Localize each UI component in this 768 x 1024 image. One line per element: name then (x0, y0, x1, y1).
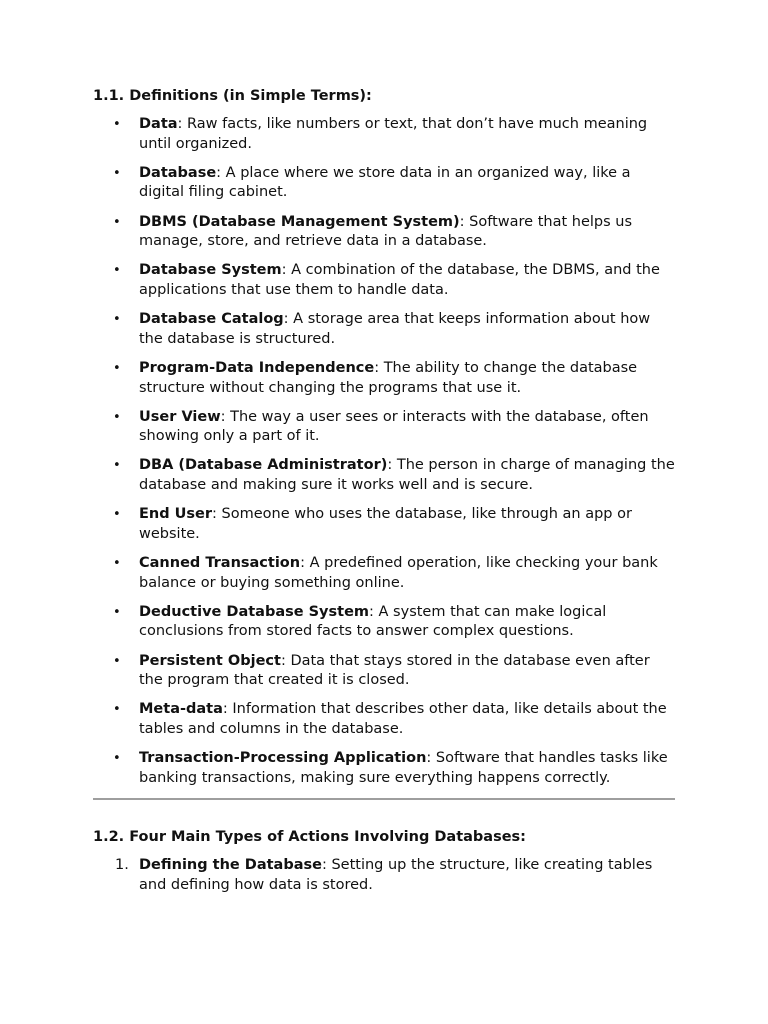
bullet-icon: • (113, 312, 121, 328)
definition-text: : The way a user sees or interacts with the database, often showing only a part of it. (139, 408, 649, 445)
definition-term: Database (139, 164, 217, 181)
bullet-icon: • (113, 409, 121, 425)
definition-term: Transaction-Processing Application (139, 750, 427, 767)
bullet-icon: • (113, 165, 121, 181)
definition-term: DBA (Database Administrator) (139, 457, 388, 474)
definition-item (93, 115, 678, 154)
definition-term: User View (139, 408, 221, 425)
definition-item (93, 359, 678, 398)
definition-item (93, 456, 678, 495)
definition-item (93, 505, 678, 544)
definition-text: : A system that can make logical conclusions from stored facts to answer complex questions. (139, 603, 607, 640)
bullet-icon: • (113, 653, 121, 669)
bullet-icon: • (113, 507, 121, 523)
definition-term: Meta-data (139, 701, 223, 718)
definition-item (93, 652, 678, 691)
definition-text: : Information that describes other data, like details about the tables and columns in the database. (139, 701, 667, 737)
action-item (93, 856, 678, 895)
definition-text: : Raw facts, like numbers or text, that don’t have much meaning until organized. (139, 116, 648, 152)
definition-text: : A storage area that keeps information about how the database is structured. (139, 311, 651, 347)
definition-text: : A predefined operation, like checking your bank balance or buying something online. (139, 555, 658, 591)
definition-item (93, 700, 678, 739)
definition-term: Deductive Database System (139, 603, 370, 620)
bullet-icon: • (113, 604, 121, 620)
bullet-icon: • (113, 360, 121, 376)
definition-term: Program-Data Independence (139, 359, 375, 376)
section-divider (93, 798, 675, 800)
definition-term: Data (139, 116, 178, 132)
definitions-list (93, 115, 678, 788)
definition-text: : Someone who uses the database, like through an app or website. (139, 506, 632, 542)
definition-text: : The person in charge of managing the database and making sure it works well and is secure. (139, 457, 675, 494)
definition-term: End User (139, 506, 213, 523)
definition-term: Persistent Object (139, 652, 281, 669)
section-heading-actions: 1.2. Four Main Types of Actions Involving Databases: (93, 828, 526, 845)
action-term: Defining the Database (139, 856, 322, 873)
bullet-icon: • (113, 214, 121, 230)
definition-text: : A place where we store data in an organized way, like a digital filing cabinet. (139, 164, 631, 201)
bullet-icon: • (113, 263, 121, 279)
actions-list (93, 856, 678, 895)
list-number: 1. (115, 856, 129, 873)
bullet-icon: • (113, 751, 121, 767)
definition-item (93, 408, 678, 447)
action-text: : Setting up the structure, like creating tables and defining how data is stored. (139, 856, 653, 893)
definition-term: Canned Transaction (139, 555, 301, 572)
definition-item (93, 310, 678, 349)
definition-text: : Software that helps us manage, store, and retrieve data in a database. (139, 213, 633, 250)
bullet-icon: • (113, 702, 121, 718)
bullet-icon: • (113, 117, 121, 132)
definition-term: DBMS (Database Management System) (139, 213, 460, 230)
bullet-icon: • (113, 458, 121, 474)
definition-item (93, 213, 678, 252)
definition-term: Database System (139, 262, 282, 279)
definition-text: : Software that handles tasks like banking transactions, making sure everything happens correctly. (139, 750, 668, 786)
definition-item (93, 164, 678, 203)
bullet-icon: • (113, 556, 121, 572)
definition-item (93, 554, 678, 593)
definition-text: : A combination of the database, the DBMS, and the applications that use them to handle data. (139, 262, 660, 298)
definition-item (93, 261, 678, 300)
definition-text: : The ability to change the database structure without changing the programs that use it. (139, 359, 638, 396)
definition-item (93, 749, 678, 788)
definition-term: Database Catalog (139, 311, 284, 328)
definition-item (93, 603, 678, 642)
definition-text: : Data that stays stored in the database even after the program that created it is closed. (139, 652, 650, 689)
section-heading-definitions: 1.1. Definitions (in Simple Terms): (93, 88, 372, 104)
document-page (93, 86, 678, 895)
